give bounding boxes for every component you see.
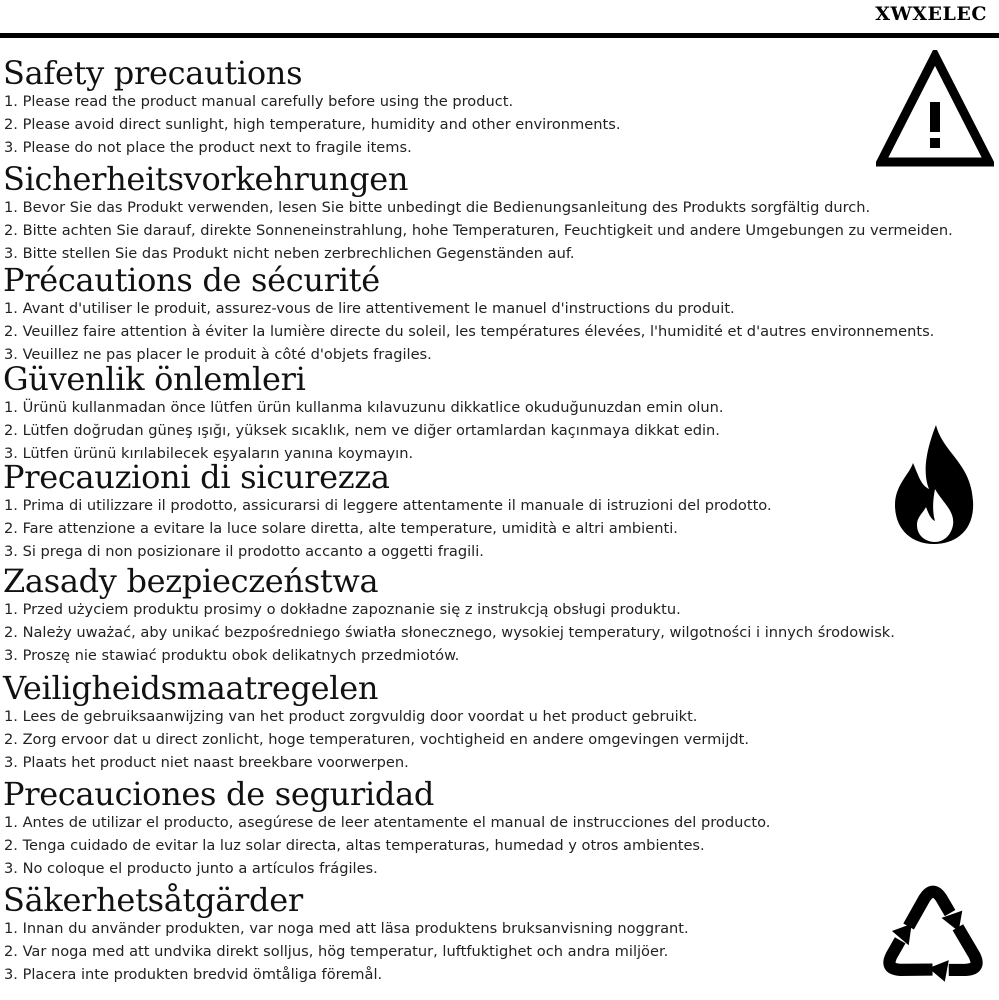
list-item: 2. Fare attenzione a evitare la luce solare diretta, alte temperature, umidità e altri ambienti. xyxy=(4,520,678,537)
flame-icon xyxy=(893,423,975,545)
section-french xyxy=(3,263,993,366)
section-title: Safety precautions xyxy=(3,54,303,92)
list-item: 2. Bitte achten Sie darauf, direkte Sonneneinstrahlung, hohe Temperaturen, Feuchtigkeit und andere Umgebungen zu vermeiden. xyxy=(4,222,953,239)
list-item: 2. Tenga cuidado de evitar la luz solar directa, altas temperaturas, humedad y otros ambientes. xyxy=(4,837,705,854)
list-item: 1. Prima di utilizzare il prodotto, assicurarsi di leggere attentamente il manuale di istruzioni del prodotto. xyxy=(4,497,772,514)
warning-triangle-icon xyxy=(876,50,994,168)
section-title: Precauzioni di sicurezza xyxy=(3,458,390,496)
list-item: 3. Proszę nie stawiać produktu obok delikatnych przedmiotów. xyxy=(4,647,460,664)
list-item: 1. Avant d'utiliser le produit, assurez-vous de lire attentivement le manuel d'instructions du produit. xyxy=(4,300,735,317)
section-title: Sicherheitsvorkehrungen xyxy=(3,160,409,198)
list-item: 3. Bitte stellen Sie das Produkt nicht neben zerbrechlichen Gegenständen auf. xyxy=(4,245,575,262)
section-title: Precauciones de seguridad xyxy=(3,775,435,813)
section-polish xyxy=(3,564,993,667)
section-swedish xyxy=(3,883,993,986)
section-spanish xyxy=(3,777,993,880)
list-item: 1. Ürünü kullanmadan önce lütfen ürün kullanma kılavuzunu dikkatlice okuduğunuzdan emin olun. xyxy=(4,399,724,416)
section-title: Veiligheidsmaatregelen xyxy=(3,669,379,707)
list-item: 2. Lütfen doğrudan güneş ışığı, yüksek sıcaklık, nem ve diğer ortamlardan kaçınmaya dikkat edin. xyxy=(4,422,720,439)
list-item: 2. Please avoid direct sunlight, high temperature, humidity and other environments. xyxy=(4,116,621,133)
recycle-icon xyxy=(872,874,994,996)
list-item: 1. Przed użyciem produktu prosimy o dokładne zapoznanie się z instrukcją obsługi produktu. xyxy=(4,601,681,618)
list-item: 1. Lees de gebruiksaanwijzing van het product zorgvuldig door voordat u het product gebruikt. xyxy=(4,708,698,725)
list-item: 2. Var noga med att undvika direkt solljus, hög temperatur, luftfuktighet och andra miljöer. xyxy=(4,943,669,960)
list-item: 3. No coloque el producto junto a artículos frágiles. xyxy=(4,860,378,877)
list-item: 3. Lütfen ürünü kırılabilecek eşyaların yanına koymayın. xyxy=(4,445,414,462)
list-item: 1. Innan du använder produkten, var noga med att läsa produktens bruksanvisning noggrant. xyxy=(4,920,689,937)
section-title: Säkerhetsåtgärder xyxy=(3,881,303,919)
section-title: Zasady bezpieczeństwa xyxy=(3,562,379,600)
list-item: 2. Należy uważać, aby unikać bezpośredniego światła słonecznego, wysokiej temperatury, wilgotności i innych środowisk. xyxy=(4,624,895,641)
list-item: 2. Zorg ervoor dat u direct zonlicht, hoge temperaturen, vochtigheid en andere omgevingen vermijdt. xyxy=(4,731,750,748)
section-italian xyxy=(3,460,993,563)
brand-logo: XWXELEC xyxy=(875,3,987,25)
list-item: 2. Veuillez faire attention à éviter la lumière directe du soleil, les températures élevées, l'humidité et d'autres environnements. xyxy=(4,323,935,340)
section-english xyxy=(3,56,993,159)
section-title: Précautions de sécurité xyxy=(3,261,380,299)
section-turkish xyxy=(3,362,993,465)
section-title: Güvenlik önlemleri xyxy=(3,360,306,398)
list-item: 1. Antes de utilizar el producto, asegúrese de leer atentamente el manual de instrucciones del producto. xyxy=(4,814,771,831)
list-item: 3. Plaats het product niet naast breekbare voorwerpen. xyxy=(4,754,409,771)
list-item: 3. Si prega di non posizionare il prodotto accanto a oggetti fragili. xyxy=(4,543,484,560)
list-item: 1. Bevor Sie das Produkt verwenden, lesen Sie bitte unbedingt die Bedienungsanleitung des Produkts sorgfältig durch. xyxy=(4,199,871,216)
section-dutch xyxy=(3,671,993,774)
header-rule xyxy=(0,33,999,38)
list-item: 3. Please do not place the product next to fragile items. xyxy=(4,139,412,156)
list-item: 1. Please read the product manual carefully before using the product. xyxy=(4,93,514,110)
section-german xyxy=(3,162,993,265)
list-item: 3. Placera inte produkten bredvid ömtåliga föremål. xyxy=(4,966,383,983)
list-item: 3. Veuillez ne pas placer le produit à côté d'objets fragiles. xyxy=(4,346,432,363)
